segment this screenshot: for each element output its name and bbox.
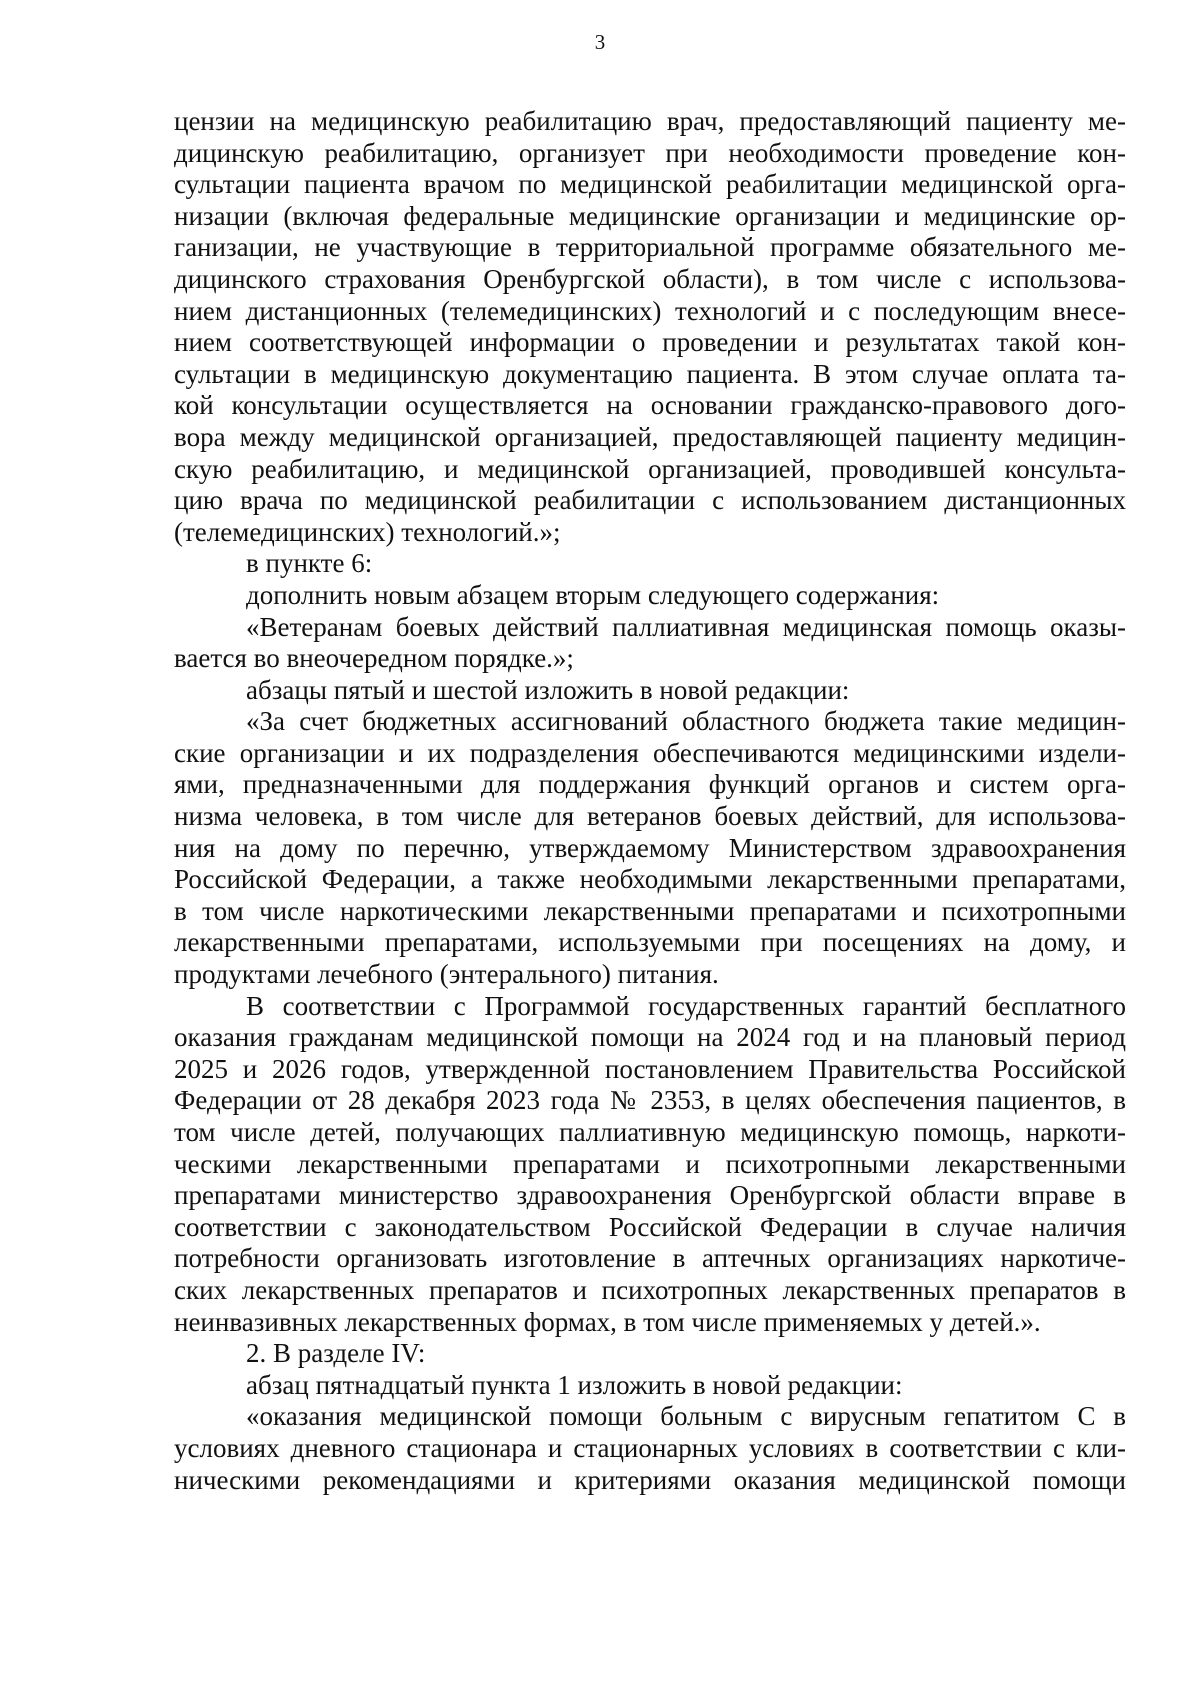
text-line: соответствии с законодательством Российской Федерации в случае наличия [174, 1211, 1126, 1242]
text-line: дополнить новым абзацем вторым следующего содержания: [246, 579, 940, 610]
text-line: низма человека, в том числе для ветеранов боевых действий, для использова- [174, 801, 1126, 832]
text-line: «Ветеранам боевых действий паллиативная медицинская помощь оказы- [246, 611, 1126, 642]
text-line: продуктами лечебного (энтерального) питания. [174, 959, 719, 990]
text-line: 2. В разделе IV: [246, 1338, 426, 1369]
page-number: 3 [594, 30, 606, 54]
text-line: в пункте 6: [246, 548, 373, 579]
text-line: ских лекарственных препаратов и психотропных лекарственных препаратов в [174, 1274, 1126, 1305]
text-line: ские организации и их подразделения обеспечиваются медицинскими издели- [174, 737, 1126, 768]
text-line: 2025 и 2026 годов, утвержденной постановлением Правительства Российской [174, 1053, 1126, 1084]
text-line: кой консультации осуществляется на основании гражданско-правового дого- [174, 390, 1126, 421]
text-line: вается во внеочередном порядке.»; [174, 643, 574, 674]
text-line: потребности организовать изготовление в аптечных организациях наркотиче- [174, 1243, 1126, 1274]
text-line: оказания гражданам медицинской помощи на 2024 год и на плановый период [174, 1022, 1126, 1053]
text-line: абзацы пятый и шестой изложить в новой редакции: [246, 674, 850, 705]
text-line: низации (включая федеральные медицинские организации и медицинские ор- [174, 200, 1126, 231]
text-line: «оказания медицинской помощи больным с вирусным гепатитом С в [246, 1401, 1126, 1432]
text-line: ями, предназначенными для поддержания функций органов и систем орга- [174, 769, 1126, 800]
text-line: в том числе наркотическими лекарственными препаратами и психотропными [174, 895, 1126, 926]
text-line: неинвазивных лекарственных формах, в том числе применяемых у детей.». [174, 1306, 1041, 1337]
text-line: «За счет бюджетных ассигнований областного бюджета такие медицин- [246, 706, 1126, 737]
text-line: дицинского страхования Оренбургской области), в том числе с использова- [174, 263, 1126, 294]
text-line: ганизации, не участвующие в территориальной программе обязательного ме- [174, 232, 1126, 263]
text-line: сультации пациента врачом по медицинской реабилитации медицинской орга- [174, 169, 1126, 200]
text-line: нием соответствующей информации о проведении и результатах такой кон- [174, 327, 1126, 358]
text-line: том числе детей, получающих паллиативную медицинскую помощь, наркоти- [174, 1117, 1126, 1147]
text-line: цензии на медицинскую реабилитацию врач, предоставляющий пациенту ме- [174, 106, 1126, 136]
text-line: Федерации от 28 декабря 2023 года № 2353, в целях обеспечения пациентов, в [174, 1085, 1126, 1116]
text-line: препаратами министерство здравоохранения Оренбургской области вправе в [174, 1180, 1126, 1211]
text-line: абзац пятнадцатый пункта 1 изложить в новой редакции: [246, 1369, 903, 1400]
document-body [174, 106, 1126, 1496]
text-line: нием дистанционных (телемедицинских) технологий и с последующим внесе- [174, 295, 1126, 326]
text-line: Российской Федерации, а также необходимыми лекарственными препаратами, [174, 864, 1126, 895]
text-line: ническими рекомендациями и критериями оказания медицинской помощи [174, 1464, 1126, 1495]
text-line: условиях дневного стационара и стационарных условиях в соответствии с кли- [174, 1432, 1126, 1463]
text-line: ния на дому по перечню, утверждаемому Министерством здравоохранения [174, 832, 1126, 863]
text-line: лекарственными препаратами, используемыми при посещениях на дому, и [174, 927, 1126, 958]
text-line: ческими лекарственными препаратами и психотропными лекарственными [174, 1148, 1126, 1179]
text-line: вора между медицинской организацией, предоставляющей пациенту медицин- [174, 421, 1126, 452]
text-line: сультации в медицинскую документацию пациента. В этом случае оплата та- [174, 358, 1126, 389]
text-line: цию врача по медицинской реабилитации с использованием дистанционных [174, 485, 1126, 516]
text-line: В соответствии с Программой государственных гарантий бесплатного [246, 990, 1126, 1021]
text-line: дицинскую реабилитацию, организует при необходимости проведение кон- [174, 137, 1126, 168]
text-line: (телемедицинских) технологий.»; [174, 516, 561, 547]
text-line: скую реабилитацию, и медицинской организацией, проводившей консульта- [174, 453, 1126, 484]
